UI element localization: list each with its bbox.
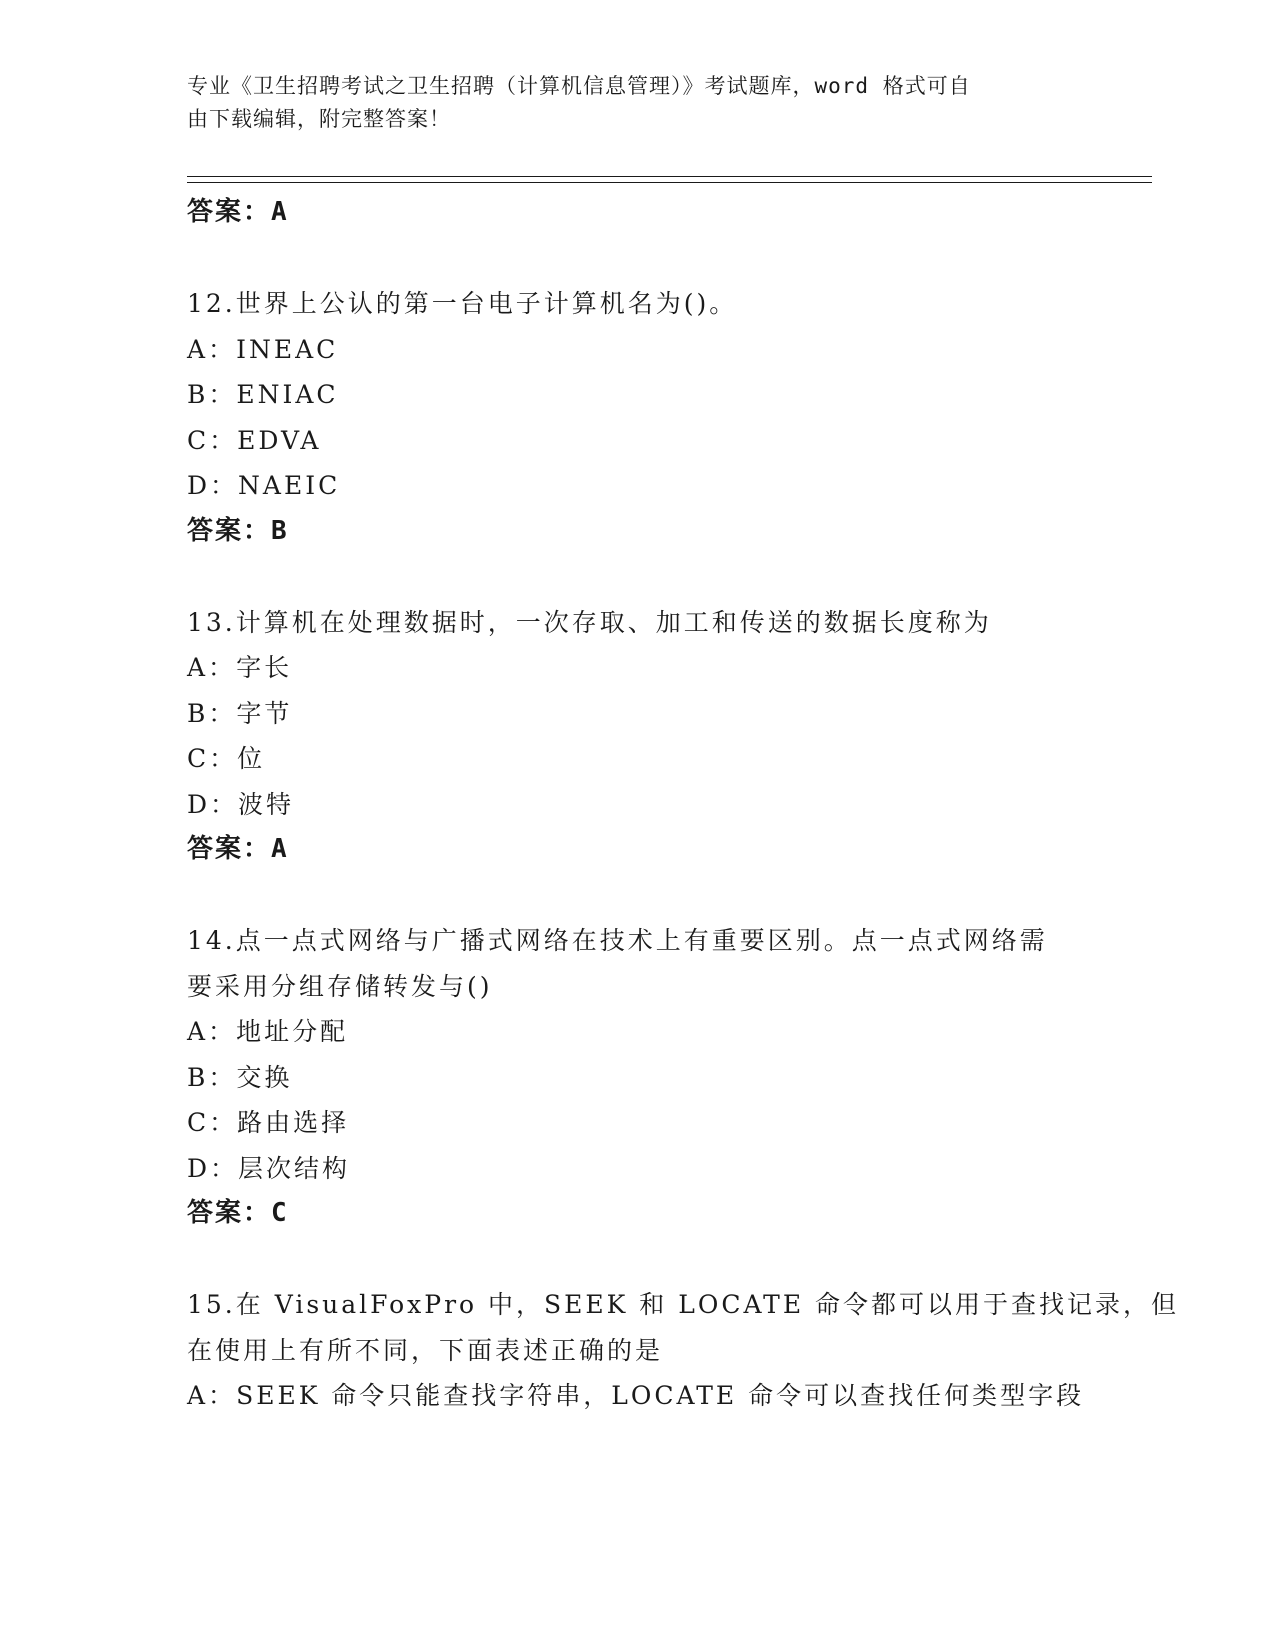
question-12-stem: 12.世界上公认的第一台电子计算机名为()。 <box>187 289 738 318</box>
header-divider-top <box>187 176 1152 177</box>
question-12-option-a: A：INEAC <box>187 334 339 364</box>
question-14-stem-line-2: 要采用分组存储转发与() <box>187 971 493 1001</box>
question-14-option-b: B：交换 <box>187 1062 293 1092</box>
spacer <box>187 1237 1087 1283</box>
question-14-option-c: C：路由选择 <box>187 1108 350 1137</box>
question-12-option-b: B：ENIAC <box>187 380 339 409</box>
question-13-option-d: D：波特 <box>187 789 295 819</box>
answer-q13: 答案：A <box>187 834 289 864</box>
spacer <box>187 873 1087 919</box>
question-14-option-a: A：地址分配 <box>187 1017 349 1046</box>
question-12-option-d: D：NAEIC <box>187 471 341 500</box>
answer-q11: 答案：A <box>187 197 289 227</box>
question-15-option-a: A：SEEK 命令只能查找字符串，LOCATE 命令可以查找任何类型字段 <box>187 1381 1085 1410</box>
question-13-option-b: B：字节 <box>187 698 293 728</box>
header-line-1: 专业《卫生招聘考试之卫生招聘（计算机信息管理）》考试题库，word 格式可自 <box>187 74 971 98</box>
question-13-option-a: A：字长 <box>187 653 293 682</box>
spacer <box>187 236 1087 282</box>
answer-q12: 答案：B <box>187 515 289 546</box>
question-14-option-d: D：层次结构 <box>187 1153 351 1183</box>
question-12-option-c: C：EDVA <box>187 425 322 455</box>
question-13-stem: 13.计算机在处理数据时，一次存取、加工和传送的数据长度称为 <box>187 607 992 637</box>
question-14-stem-line-1: 14.点一点式网络与广播式网络在技术上有重要区别。点一点式网络需 <box>187 926 1048 955</box>
question-15-stem-line-2: 在使用上有所不同，下面表述正确的是 <box>187 1335 664 1365</box>
header-line-2: 由下载编辑，附完整答案！ <box>187 107 451 131</box>
question-13-option-c: C：位 <box>187 744 266 773</box>
spacer <box>187 554 1087 600</box>
question-list <box>187 190 1180 1419</box>
question-15-stem-line-1: 15.在 VisualFoxPro 中，SEEK 和 LOCATE 命令都可以用于查找记录，但 <box>187 1290 1180 1319</box>
document-header <box>187 70 1067 136</box>
header-divider-bottom <box>187 182 1152 183</box>
answer-q14: 答案：C <box>187 1198 289 1228</box>
